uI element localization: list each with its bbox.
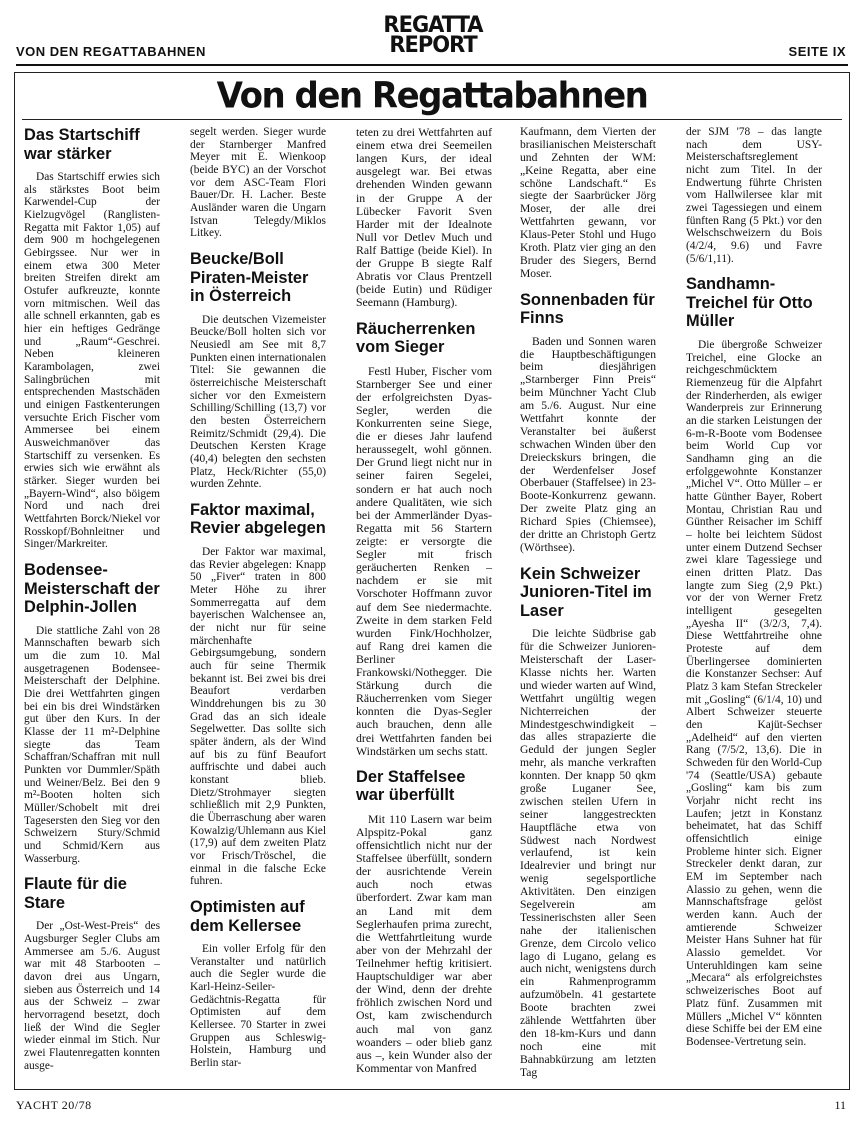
page-header (0, 0, 864, 66)
footer-issue: YACHT 20/78 (16, 1098, 92, 1112)
column-5 (686, 126, 822, 1049)
article-heading: Beucke/Boll Piraten-Meister in Österreich (190, 250, 309, 306)
article-body: Die deutschen Vizemeister Beucke/Boll holten sich vor Neusiedl am See mit 8,7 Punkten einen internationalen Titel: Sie gewannen die österreichische Meisterschaft sicher vor den Exmeistern Schilling/Schilling (13,7) vor den besten Österreichern Reimitz/Schmidt (29,4). Die Deutschen Kersten Krage (40,4) belegten den sechsten Platz, Heck/Richter (55,0) wurden Zehnte. (190, 313, 327, 491)
column-1 (24, 126, 160, 1072)
article-body: Die leichte Südbrise gab für die Schweizer Junioren-Meisterschaft der Laser-Klasse nichts her. Warten und wieder warten auf Wind, Wettfahrt ungültig wegen Nichterreichen der Mindestgeschwindigkeit – das alles strapazierte die Geduld der jungen Segler mehr, als manche verkraften konnten. Der knapp 50 qkm große Luganer See, zwischen steilen Ufern in seiner langgestreckten Hauptfläche etwa von Südwest nach Nordwest verlaufend, ist kein Idealrevier und bringt nur wenig segelsportliche Aktivitäten. Den einzigen Segelverein am Tessinerischsten aller Seen nahe der italienischen Grenze, dem Circolo velico lago di Lugano, gelang es auch nicht, wenigstens durch ein Rahmenprogramm aufzumöbeln. 41 gestartete Boote brachten zwei zählende Wettfahrten über den 18-km-Kurs und dann noch eine mit Bahnabkürzung am letzten Tag (520, 627, 656, 1079)
masthead-line-1: REGATTA (383, 11, 483, 38)
header-rule (16, 64, 848, 66)
article-body: Der Faktor war maximal, das Revier abgelegen: Knapp 50 „Fiver“ traten in 800 Meter Höhe zu ihrer Sommerregatta auf dem bayerischen Walchensee an, der nicht nur für seine märchenhafte Gebirgsumgebung, sondern auch für seine Thermik bekannt ist. Bei zwei bis drei Beaufort verdarben Winddrehungen bis zu 30 Grad das an sich ideale Segelwetter. Das sollte sich später ändern, als der Wind auf bis zu fünf Beaufort auffrischte und dabei auch konstant blieb. Dietz/Strohmayer siegten schließlich mit 2,9 Punkten, die Überraschung aber waren Kowalzig/Uhlemann aus Kiel (17,9) auf dem zweiten Platz vor Frisch/Tröschel, die einmal in die falsche Ecke fuhren. (190, 545, 326, 888)
page-title (0, 76, 864, 116)
page-title-text: Von den Regattabahnen (216, 75, 648, 117)
column-2 (190, 126, 326, 1070)
article-body: der SJM '78 – das langte nach dem USY-Meisterschaftsreglement nicht zum Titel. In der Endwertung führte Christen vom Hallwilersee klar mit zwei Tagessiegen und einem fünften Rang (5 Pkt.) vor den Welschschweizern du Bois (4/2/4, 9.6) und Favre (5/6/1,11). (686, 126, 822, 265)
article-heading: Faktor maximal, Revier abgelegen (190, 500, 326, 538)
article-body: Ein voller Erfolg für den Veranstalter und natürlich auch die Segler wurde die Karl-Heinz-Seiler-Gedächtnis-Regatta für Optimisten auf dem Kellersee. 70 Starter in zwei Gruppen aus Schleswig-Holstein, Hamburg und Berlin star- (190, 943, 326, 1070)
column-3 (356, 126, 492, 1075)
page-number-label: SEITE IX (788, 44, 846, 59)
section-label: VON DEN REGATTABAHNEN (16, 44, 206, 59)
article-heading: Der Staffelsee war überfüllt (356, 767, 466, 805)
footer-page-number: 11 (834, 1098, 846, 1112)
masthead-line-2: REPORT (389, 31, 477, 58)
article-heading: Räucherrenken vom Sieger (356, 319, 476, 357)
article-body: Baden und Sonnen waren die Hauptbeschäftigungen beim diesjährigen „Starnberger Finn Preis“ beim Münchner Yacht Club am 5./6. August. Nur eine Wettfahrt konnte der Veranstalter bei äußerst schwachen Winden über den Dreieckskurs bringen, die der Werdenfelser Josef Oberbauer (Staffelsee) in 23-Boote-Konkurrenz gewann. Der zweite Platz ging an Richard Spies (Chiemsee), der dritte an Christoph Gertz (Wörthsee). (520, 334, 656, 554)
article-body: Die übergroße Schweizer Treichel, eine Glocke an reichgeschmücktem Riemenzeug für die Alpfahrt der Rinderherden, als ewiger Wanderpreis zur Erinnerung an die starken Leistungen der 6-m-R-Boote vom Bodensee beim World Cup vor Sandhamn ging an die erfolggewohnte Konstanzer „Michel V“. Otto Müller – er hatte Günther Bayer, Robert Montau, Christian Rau und Günther Reisacher im Schiff – holte bei leichtem Südost unter einem Dutzend Sechser zwei klare Tagessiege und einen dritten Platz. Das langte zum Sieg (2,9 Pkt.) vor der von Werner Fretz intelligent gesegelten „Ayesha II“ (3/2/3, 7,4). Diese Wettfahrtreihe ohne Proteste auf dem Überlingersee dominierten die Konstanzer Sechser: Auf Platz 3 kam Stefan Streckeler mit „Gosling“ (6/1/4, 10) und Albert Schweizer steuerte den Kajüt-Sechser „Adelheid“ auf den vierten Rang (7/5/2, 13,6). Die in Schweden für den World-Cup '74 (Seattle/USA) gebaute „Gosling“ kam bis zum Vorjahr nicht recht ins Laufen; jetzt in Konstanz beheimatet, hat das Schiff offensichtlich einige Probleme hinter sich. Eigner Streckeler denkt daran, zur EM im September nach Alassio zu gehen, wenn die Mannschaftsfrage gelöst werden kann. Auch der amtierende Schweizer Meister Hans Suhner hat für Alassio gemeldet. Vor Unteruhldingen kam seine „Mecara“ als erfolgreichstes schweizerisches Boot auf Platz fünf. Zusammen mit Müllers „Michel V“ könnten diese Schiffe bei der EM eine Bodensee-Vertretung sein. (686, 338, 822, 1048)
title-rule (22, 119, 842, 120)
article-body: Kaufmann, dem Vierten der brasilianischen Meisterschaft und Zehnten der WM: „Keine Regatta, aber eine schöne Landschaft.“ Es siegte der Saarbrücker Jörg Moser, der alle drei Wettfahrten gewann, vor Klaus-Peter Stohl und Hugo Kroth. Platz vier ging an den Bruder des Siegers, Bernd Moser. (520, 125, 656, 280)
article-heading: Bodensee-Meisterschaft der Delphin-Jollen (24, 561, 160, 617)
article-body: Der „Ost-West-Preis“ des Augsburger Segler Clubs am Ammersee am 5./6. August war mit 48 Starbooten – davon drei aus Ungarn, sieben aus Österreich und 14 aus der Schweiz – zwar hervorragend besetzt, doch ließ der Wind die Segler wieder einmal im Stich. Nur zwei Flautenregatten konnten ausge- (24, 920, 160, 1072)
article-heading: Flaute für die Stare (24, 875, 127, 912)
article-body: Mit 110 Lasern war beim Alpspitz-Pokal ganz offensichtlich nicht nur der Staffelsee überfüllt, sondern der ausrichtende Verein auch noch etwas überfordert. Zwar kam man an Land mit dem Seglerhaufen prima zurecht, die Wettfahrtleitung wurde aber von der Mehrzahl der Teilnehmer heftig kritisiert. Hauptschuldiger war aber der Wind, denn der drehte fröhlich zwischen Nord und Ost, kam zwischendurch auch mal von ganz woanders – oder blieb ganz aus –, kein Wunder also der Kommentar von Manfred (356, 811, 492, 1075)
article-body: Die stattliche Zahl von 28 Mannschaften bewarb sich um die zum 10. Mal ausgetragenen Bodensee-Meisterschaft der Delphine. Die drei Wettfahrten gingen bei ein bis drei Windstärken gut über den Kurs. In der Klasse der 11 m²-Delphine siegte das Team Schaffran/Schaffran mit null Punkten vor Dummler/Späth und Weiner/Belz. Bei den 9 m²-Booten holten sich Müller/Schobelt mit drei Tagesersten den Sieg vor den Schweizern Stury/Schmid und Schmid/Kern aus Wasserburg. (24, 624, 160, 865)
article-heading: Optimisten auf dem Kellersee (190, 898, 305, 935)
column-4 (520, 126, 656, 1080)
masthead-logo (376, 11, 490, 58)
article-body: teten zu drei Wettfahrten auf einem etwa drei Seemeilen langen Kurs, der ideal ausgelegt war. Bei etwas drehenden Winden gewann in der Gruppe A der Lübecker Favorit Sven Harder mit der Idealnote Null vor Detlev Much und Ralf Battige (beide Kiel). In der Gruppe B siegte Ralf Abratis vor Claus Prentzell (beide Eutin) und Rüdiger Seemann (Hamburg). (356, 125, 492, 310)
article-body: segelt werden. Sieger wurde der Starnberger Manfred Meyer mit E. Wienkoop (beide BYC) an der Vorschot vor dem ASC-Team Flori Bauer/Dr. H. Lacher. Beste Ausländer waren die Ungarn Istvan Telegdy/Miklos Litkey. (190, 126, 326, 240)
article-heading: Sonnenbaden für Finns (520, 290, 655, 328)
article-heading: Das Startschiff war stärker (24, 126, 140, 163)
article-body: Festl Huber, Fischer vom Starnberger See und einer der erfolgreichsten Dyas-Segler, werden die Konkurrenten seine Siege, die er dieses Jahr laufend heraussegelt, wohl gönnen. Der Grund liegt nicht nur in seiner fairen Segelei, sondern er hat auch noch andere Qualitäten, wie sich bei der Ammerländer Dyas-Regatta mit 56 Startern zeigte: er versorgte die Segler mit frisch geräucherten Renken – nachdem er sie mit Vorschoter Hoffmann zuvor auf dem See niedermachte. Zweite in dem starken Feld wurden Fink/Hochholzer, auf Rang drei kamen die Berliner Frankowski/Nothegger. Die Stärkung durch die Räucherrenken vom Sieger konnten die Dyas-Segler auch brauchen, denn alle drei Wettfahrten fanden bei Windstärken um sechs statt. (356, 363, 492, 758)
article-heading: Kein Schweizer Junioren-Titel im Laser (520, 564, 652, 620)
article-body: Das Startschiff erwies sich als stärkstes Boot beim Karwendel-Cup der Kielzugvögel (Ranglisten-Regatta mit Faktor 1,05) auf dem 900 m hochgelegenen Gebirgssee. Nur wer in einem etwa 300 Meter breiten Streifen direkt am Ostufer aufkreuzte, konnte vorn mitmischen. Weil das alle schnell erkannten, gab es hier ein heftiges Gedränge und „Raum“-Geschrei. Neben kleineren Karambolagen, zwei Salingbrüchen mit entsprechenden Mastschäden und einigen Fastkenterungen versuchte Erich Fischer vom Ammersee bei einem Ausweichmanöver das Startschiff zu versenken. Es erwies sich wie erwähnt als stärker. Sieger wurden bei „Bayern-Wind“, also böigem Nord und nach drei Wettfahrten Borck/Niekel vor Rosskopf/Bohnleitner und Singer/Markreiter. (24, 171, 160, 551)
article-heading: Sandhamn-Treichel für Otto Müller (686, 275, 813, 331)
